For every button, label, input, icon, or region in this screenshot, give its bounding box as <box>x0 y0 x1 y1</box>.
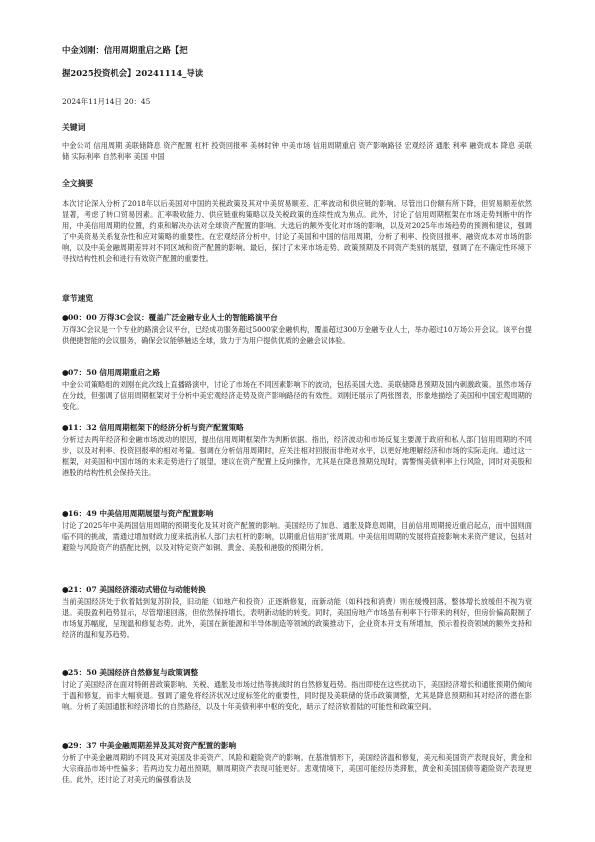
bullet-icon: ● <box>62 423 69 432</box>
chapter-title <box>62 667 532 679</box>
chapter-title <box>62 367 532 379</box>
chapter-body: 中金公司策略组的刘刚在此次线上直播路演中，讨论了市场在不同因素影响下的波动，包括美国大选、美联储降息预期及国内刺激政策。虽然市场存在分歧，但强调了信用周期框架对于分析中美宏观经济走势及资产影响路径的有效性。刘刚还展示了两张图表，形象地描绘了美国和中国宏观周期的变化。 <box>62 380 532 411</box>
keywords-text: 中金公司 信用周期 美联储降息 资产配置 杠杆 投资回报率 美林时钟 中美市场 信用周期重启 资产影响路径 宏观经济 通胀 利率 融资成本 降息 美联储 实际利率 自然利率 美国 中国 <box>62 141 532 161</box>
chapter-body: 讨论了2025年中美两国信用周期的预期变化及其对资产配置的影响。美国经历了加息、通胀及降息周期，目前信用周期接近重启起点，而中国则面临不同的挑战，需通过增加财政力度来抵消私人部门去杠杆的影响，以期重启信用扩张周期。中美信用周期的发展将直接影响未来资产建议，包括对避险与风险资产的搭配比例，以及对特定资产如铜、黄金、美股和港股的预期分析。 <box>62 521 532 552</box>
summary-heading: 全文摘要 <box>62 179 94 188</box>
bullet-icon: ● <box>62 368 69 377</box>
chapter-body: 分析过去两年经济和金融市场波动的原因，提出信用周期框架作为判断依据。指出，经济波动和市场反复主要源于政府和私人部门信用周期的不同步，以及对利率、投资回报率的相对考量。强调在分析信用周期时，应关注相对回报而非绝对水平，以更好地理解经济和市场的实际走向。通过这一框架，对美国和中国市场的未来走势进行了展望，建议在资产配置上反向操作，尤其是在降息预期兑现时，需警惕美债利率上行风险，同时对美股和港股的结构性机会保持关注。 <box>62 435 532 477</box>
bullet-icon: ● <box>62 313 69 322</box>
chapter-title <box>62 740 532 752</box>
keywords-section <box>62 140 532 162</box>
chapter-title-text: 16：49 中美信用周期展望与资产配置影响 <box>68 509 214 518</box>
chapter-5 <box>62 667 532 712</box>
chapter-title <box>62 584 532 596</box>
chapter-3 <box>62 508 532 553</box>
chapter-title-text: 21：07 美国经济滚动式错位与动能转换 <box>68 585 206 594</box>
chapter-1 <box>62 367 532 412</box>
keywords-heading: 关键词 <box>62 123 86 132</box>
summary-text: 本次讨论深入分析了2018年以后美国对中国的关税政策及其对中美贸易顺差、汇率波动和供应链的影响。尽管出口份额有所下降，但贸易顺差依然显著，考虑了转口贸易因素。汇率吸收能力、供应链重构策略以及关税政策的连续性成为焦点。此外，讨论了信用周期框架在市场走势判断中的作用，中美信用周期的位置，约束和解决办法对全球资产配置的影响。大选后的额外变化对市场的影响，以及对2025年市场趋势的预测和建议，强调了中美资易关系复杂性和应对策略的重要性。在宏观经济分析中，讨论了美国和中国的信用周期，分析了利率、投资回报率、融资成本对市场的影响，以及中美金融周期差异对不同区域和资产配置的影响。最后，探讨了未来市场走势、政策预期及不同资产类别的展望，强调了在不确定性环境下寻找结构性机会和进行有效资产配置的重要性。 <box>62 199 532 263</box>
chapters-heading: 章节速览 <box>62 294 94 303</box>
chapter-2 <box>62 422 532 478</box>
chapter-0 <box>62 312 532 346</box>
chapter-body: 分析了中美金融周期的不同及其对美国及非美资产、风险和避险资产的影响。在基准情形下，美国经济温和修复，美元和美国资产表现良好，黄金和大宗商品市场中性偏多；若两边发力超出预期，顺周期资产表现可能更好。悲观情境下，美国可能经历类滞胀，黄金和美国国债等避险资产表现更佳。此外，还讨论了对美元的偏强看法及 <box>62 753 532 784</box>
document-title-line-2: 握2025投资机会】20241114_导读 <box>62 68 204 78</box>
bullet-icon: ● <box>62 668 69 677</box>
chapter-body: 讨论了美国经济在面对特朗普政策影响、关税、通胀及市场过热等挑战时的自然修复趋势。指出即使在这些扰动下，美国经济增长和通胀预期仍倾向于温和修复，而非大幅衰退。强调了避免将经济状况过度标签化的重要性，同时提及美联储的货币政策调整，尤其是降息预期和其对经济的潜在影响。分析了美国通胀和经济增长的自然路径，以及十年美债利率中枢的变化，暗示了经济软着陆的可能性和政策空间。 <box>62 680 532 711</box>
bullet-icon: ● <box>62 509 69 518</box>
document-date: 2024年11月14日 20：45 <box>62 97 151 106</box>
chapter-body: 当前美国经济处于软着陆到复苏阶段，旧动能（如地产和投资）正逐渐修复，而新动能（如科技和消费）则在缓慢回落，整体增长放缓但不视为衰退。美股盈利趋势显示，尽管增速回落，但依然保持增长，表明新动能的转变。同时，美国房地产市场虽有利率下行带来的利好，但房价偏高限制了市场复苏幅度，呈现温和修复态势。此外，美国在新能源和半导体制造等领域的政策推动下，企业资本开支有所增加，预示着投资领域的额外支持和经济的温和复苏趋势。 <box>62 597 532 639</box>
chapter-6 <box>62 740 532 785</box>
bullet-icon: ● <box>62 741 69 750</box>
chapter-title-text: 00：00 万得3C会议：覆盖广泛金融专业人士的智能路演平台 <box>68 313 278 322</box>
chapter-title-text: 07：50 信用周期重启之路 <box>68 368 161 377</box>
chapter-title <box>62 312 532 324</box>
chapter-title-text: 29：37 中美金融周期差异及其对资产配置的影响 <box>68 741 237 750</box>
bullet-icon: ● <box>62 585 69 594</box>
chapter-title-text: 25：50 美国经济自然修复与政策调整 <box>68 668 199 677</box>
chapter-4 <box>62 584 532 640</box>
summary-section <box>62 198 532 264</box>
document-title-line-1: 中金刘刚：信用周期重启之路【把 <box>62 45 188 55</box>
chapter-body: 万得3C会议是一个专业的路演会议平台，已经成功服务超过5000家金融机构，覆盖超过300万金融专业人士，举办超过10万场公开会议。该平台提供便捷智能的会议服务，确保会议能够触达全球，致力于为用户提供优质的金融会议体验。 <box>62 325 532 345</box>
chapter-title <box>62 508 532 520</box>
chapter-title-text: 11：32 信用周期框架下的经济分析与资产配置策略 <box>68 423 244 432</box>
chapter-title <box>62 422 532 434</box>
